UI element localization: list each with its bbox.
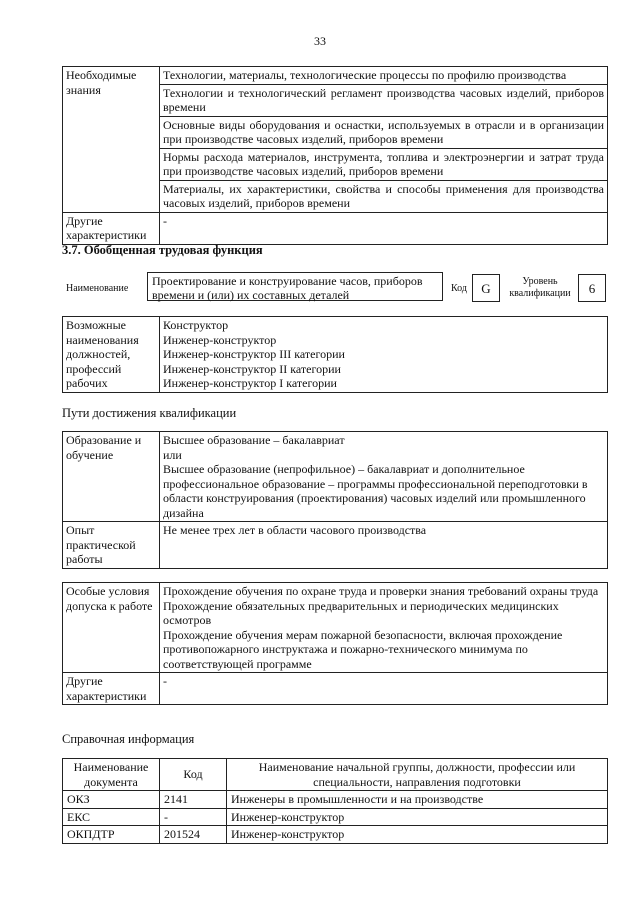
position-item: Инженер-конструктор II категории <box>163 361 341 376</box>
conditions-other-value: - <box>160 673 608 705</box>
experience-label: Опыт практической работы <box>63 522 160 569</box>
qualification-level-label: Уровень квалификации <box>509 276 571 299</box>
qualification-level-value: 6 <box>578 274 606 302</box>
function-name-label: Наименование <box>66 283 129 294</box>
reference-cell: 2141 <box>160 791 227 809</box>
table-row <box>63 808 608 826</box>
reference-cell: ОКПДТР <box>63 826 160 844</box>
section-title: 3.7. Обобщенная трудовая функция <box>62 243 263 257</box>
position-item: Инженер-конструктор <box>163 332 277 347</box>
conditions-list <box>160 583 608 673</box>
knowledge-item: Нормы расхода материалов, инструмента, топлива и электроэнергии и затрат труда при производстве часовых изделий, приборов времени <box>160 148 608 180</box>
function-name-value: Проектирование и конструирование часов, приборов времени и (или) их составных деталей <box>147 272 443 301</box>
reference-header-code: Код <box>160 759 227 791</box>
positions-table <box>62 316 608 393</box>
knowledge-label: Необходимые знания <box>63 67 160 213</box>
knowledge-item: Материалы, их характеристики, свойства и способы применения для производства часовых изделий, приборов времени <box>160 180 608 212</box>
position-item: Конструктор <box>163 318 229 332</box>
page-number: 33 <box>314 34 326 48</box>
knowledge-item: Технологии, материалы, технологические процессы по профилю производства <box>160 67 608 85</box>
reference-cell: Инженеры в промышленности и на производстве <box>227 791 608 809</box>
other-characteristics-label: Другие характеристики <box>63 212 160 244</box>
reference-cell: ОКЗ <box>63 791 160 809</box>
knowledge-item: Основные виды оборудования и оснастки, используемых в отрасли и в организации при производстве часовых изделий, приборов времени <box>160 116 608 148</box>
education-line: Высшее образование (непрофильное) – бакалавриат и дополнительное профессиональное образование – программы профессиональной переподготовки в области конструирования (проектирования) часовых изделий или промышленного дизайна <box>163 462 588 520</box>
function-code-label: Код <box>451 283 467 294</box>
table-row <box>63 826 608 844</box>
knowledge-item: Технологии и технологический регламент производства часовых изделий, приборов времени <box>160 84 608 116</box>
other-characteristics-value: - <box>160 212 608 244</box>
reference-cell: Инженер-конструктор <box>227 808 608 826</box>
reference-cell: Инженер-конструктор <box>227 826 608 844</box>
reference-cell: - <box>160 808 227 826</box>
paths-heading: Пути достижения квалификации <box>62 406 237 420</box>
reference-table <box>62 758 608 844</box>
condition-item: Прохождение обязательных предварительных и периодических медицинских осмотров <box>163 598 559 627</box>
experience-value: Не менее трех лет в области часового производства <box>160 522 608 569</box>
function-code-value: G <box>472 274 500 302</box>
education-label: Образование и обучение <box>63 432 160 522</box>
conditions-table <box>62 582 608 705</box>
condition-item: Прохождение обучения по охране труда и проверки знания требований охраны труда <box>163 584 599 598</box>
reference-header-document: Наименование документа <box>63 759 160 791</box>
education-line: Высшее образование – бакалавриат <box>163 433 345 447</box>
positions-label: Возможные наименования должностей, профессий рабочих <box>63 317 160 393</box>
condition-item: Прохождение обучения мерам пожарной безопасности, включая прохождение противопожарного инструктажа и пожарно-технического минимума по соответствующей программе <box>163 627 563 671</box>
reference-cell: 201524 <box>160 826 227 844</box>
reference-cell: ЕКС <box>63 808 160 826</box>
position-item: Инженер-конструктор III категории <box>163 347 345 361</box>
reference-header-name: Наименование начальной группы, должности, профессии или специальности, направления подготовки <box>227 759 608 791</box>
table-row <box>63 791 608 809</box>
conditions-label: Особые условия допуска к работе <box>63 583 160 673</box>
position-item: Инженер-конструктор I категории <box>163 376 337 390</box>
knowledge-table <box>62 66 608 245</box>
education-value <box>160 432 608 522</box>
education-line: или <box>163 447 182 462</box>
education-table <box>62 431 608 569</box>
positions-list <box>160 317 608 393</box>
conditions-other-label: Другие характеристики <box>63 673 160 705</box>
reference-heading: Справочная информация <box>62 732 195 746</box>
